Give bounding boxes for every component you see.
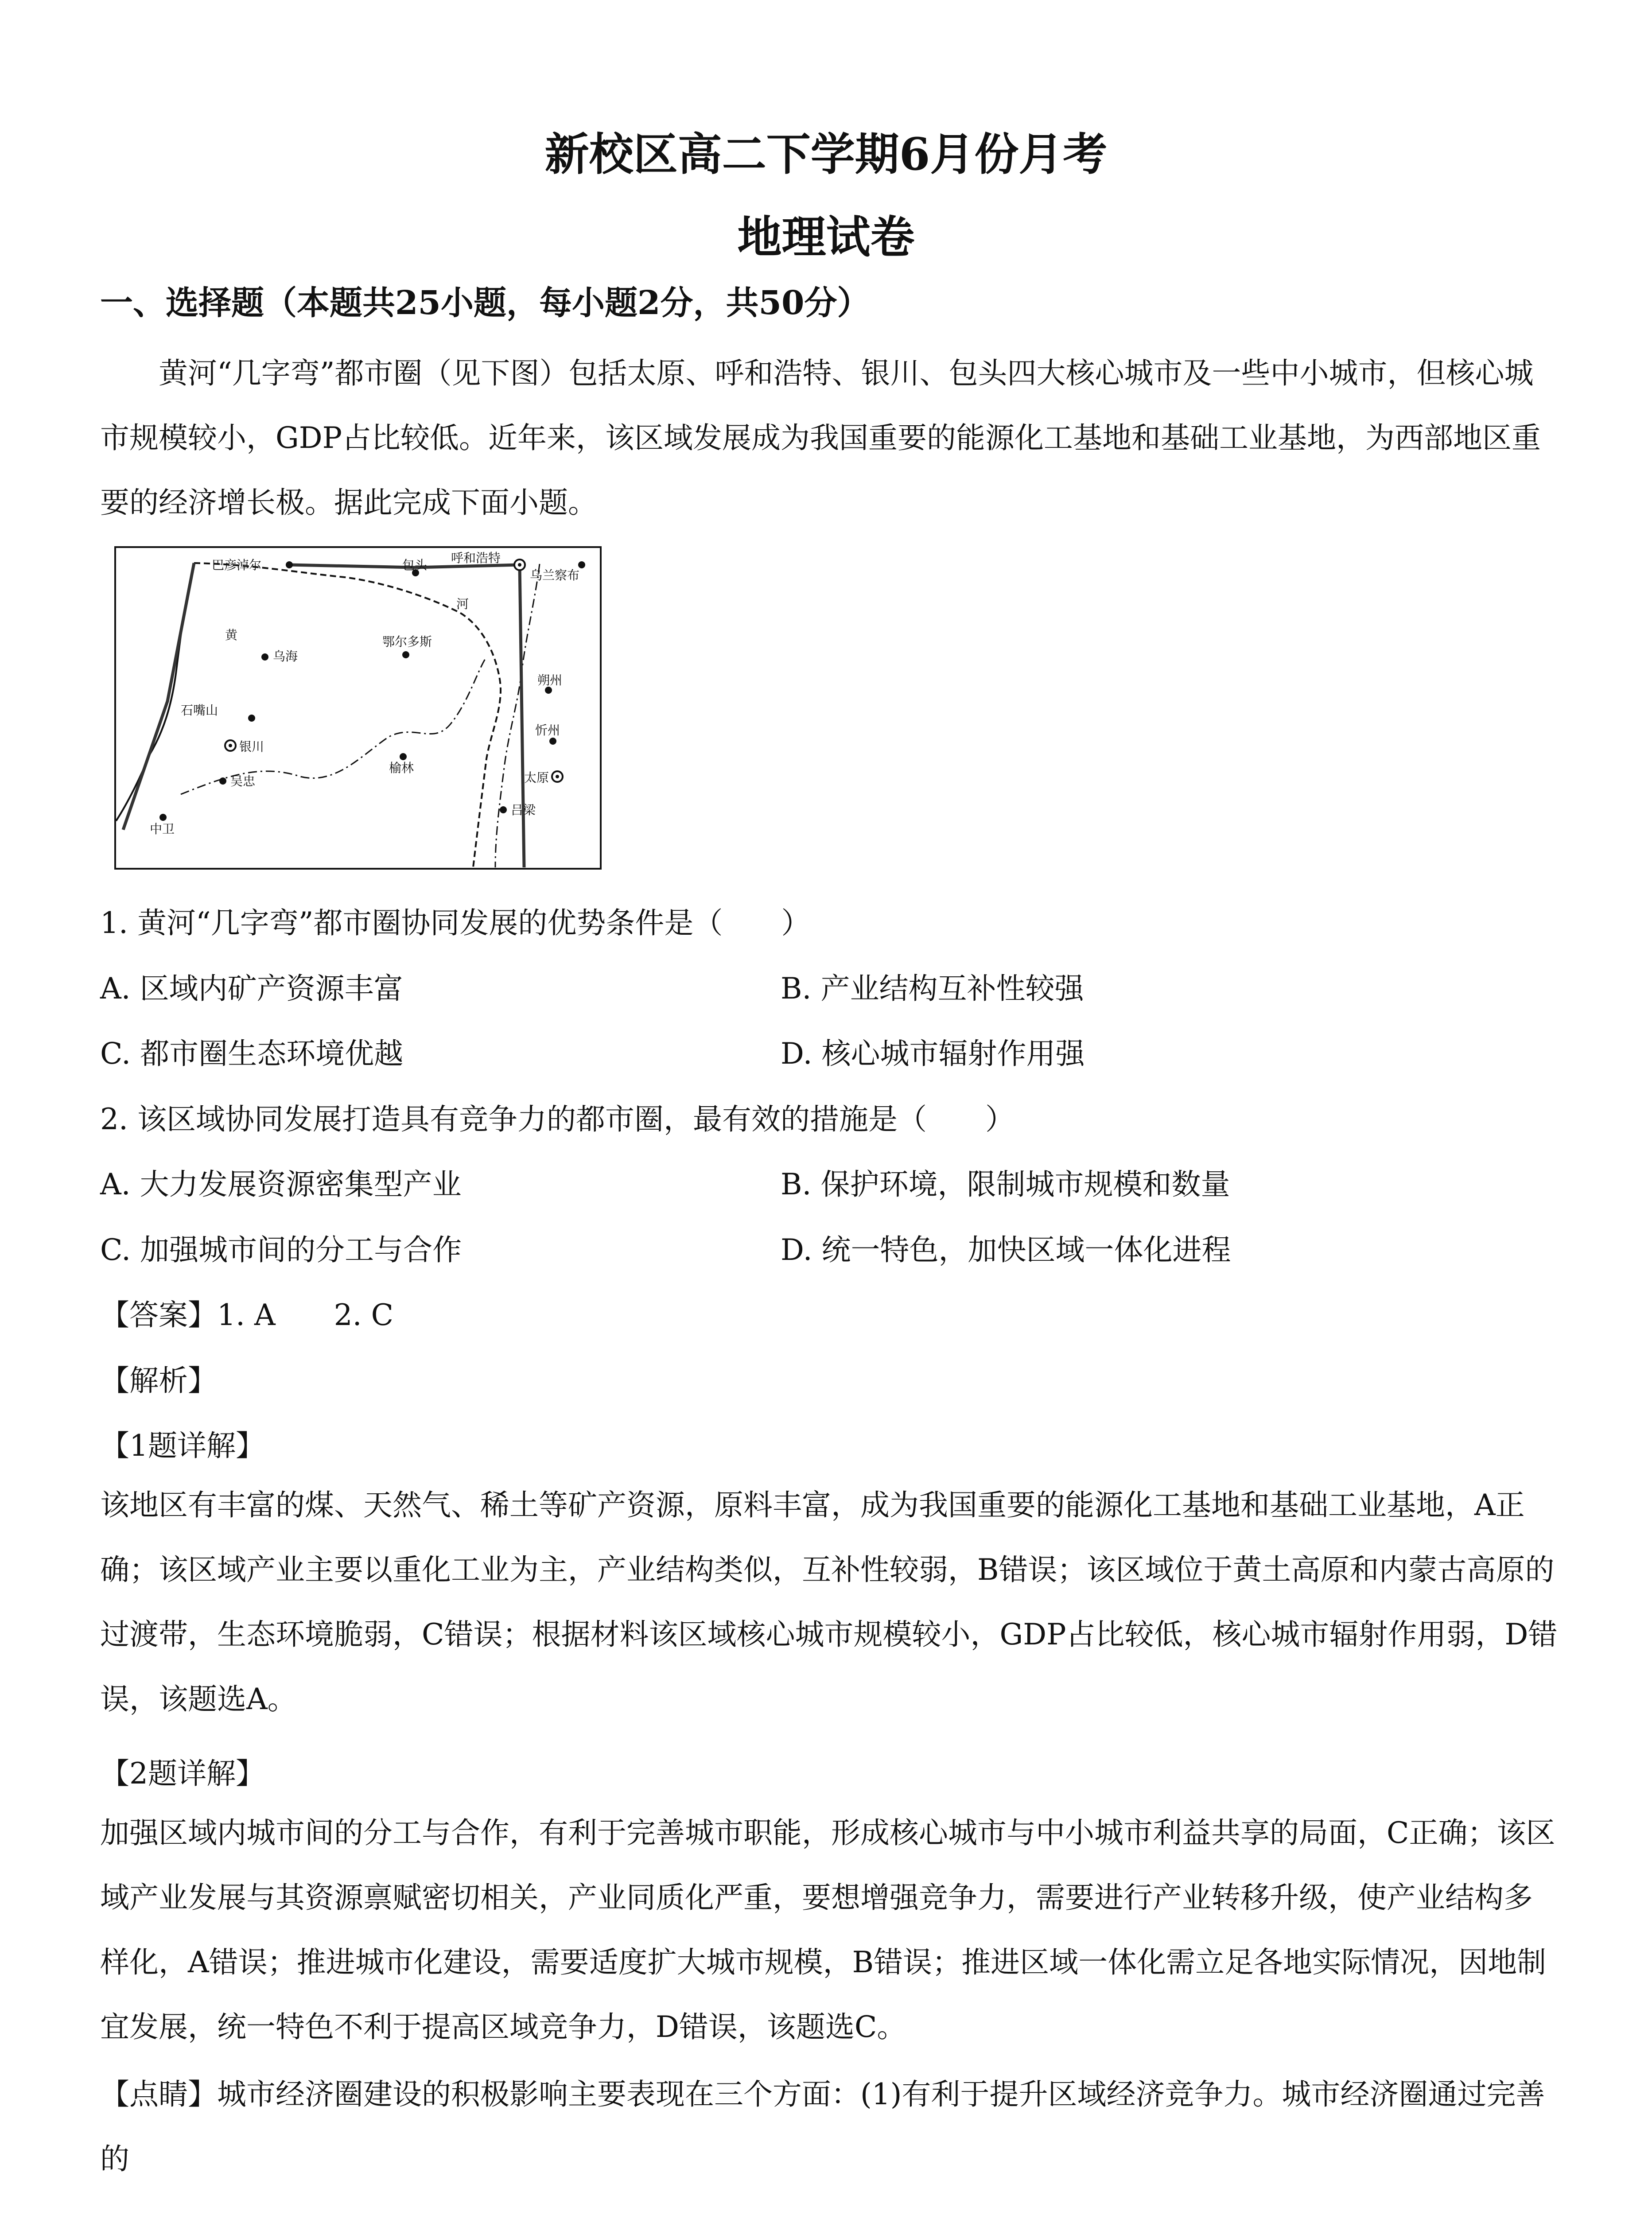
question-2-stem: 2. 该区域协同发展打造具有竞争力的都市圈，最有效的措施是（ ）: [100, 1102, 1015, 1136]
map-label-wuzhong: 吴忠: [230, 774, 256, 789]
question-2-option-c: C. 加强城市间的分工与合作: [100, 1233, 462, 1267]
map-label-yulin: 榆林: [389, 761, 414, 775]
section-heading: 一、选择题（本题共25小题，每小题2分，共50分）: [100, 284, 870, 322]
question-1-option-c: C. 都市圈生态环境优越: [100, 1037, 404, 1071]
question-2-option-d: D. 统一特色，加快区域一体化进程: [781, 1233, 1231, 1267]
detail-1-text: 该地区有丰富的煤、天然气、稀土等矿产资源，原料丰富，成为我国重要的能源化工基地和基础工业基地，A正确；该区域产业主要以重化工业为主，产业结构类似，互补性较弱，B错误；该区域位于黄土高原和内蒙古高原的过渡带，生态环境脆弱，C错误；根据材料该区域核心城市规模较小，GDP占比较低，核心城市辐射作用弱，D错误，该题选A。: [100, 1488, 1558, 1716]
map-label-zhongwei: 中卫: [150, 822, 175, 836]
analysis-heading: 【解析】: [100, 1364, 217, 1398]
map-label-lvliang: 吕梁: [511, 803, 536, 817]
map-label-ordos: 鄂尔多斯: [382, 634, 432, 649]
region-map: [114, 546, 602, 870]
map-label-bayannur: 巴彦淖尔: [212, 558, 262, 572]
map-label-taiyuan: 太原: [524, 770, 549, 785]
question-1-option-a: A. 区域内矿产资源丰富: [100, 971, 403, 1006]
exam-title: 新校区高二下学期6月份月考: [544, 128, 1108, 180]
map-label-yinchuan: 银川: [239, 739, 264, 754]
detail-2-text: 加强区域内城市间的分工与合作，有利于完善城市职能，形成核心城市与中小城市利益共享的局面，C正确；该区域产业发展与其资源禀赋密切相关，产业同质化严重，要想增强竞争力，需要进行产业转移升级，使产业结构多样化，A错误；推进城市化建设，需要适度扩大城市规模，B错误；推进区域一体化需立足各地实际情况，因地制宜发展，统一特色不利于提高区域竞争力，D错误，该题选C。: [100, 1816, 1555, 2044]
tip-text: 【点睛】城市经济圈建设的积极影响主要表现在三个方面：(1)有利于提升区域经济竞争力。城市经济圈通过完善的: [100, 2077, 1545, 2176]
question-1-stem: 1. 黄河“几字弯”都市圈协同发展的优势条件是（ ）: [100, 906, 811, 940]
exam-subtitle: 地理试卷: [737, 211, 915, 263]
map-label-shizuishan: 石嘴山: [181, 703, 218, 718]
map-label-huang: 黄: [225, 628, 238, 642]
map-label-xinzhou: 忻州: [535, 723, 560, 738]
question-2-option-b: B. 保护环境，限制城市规模和数量: [781, 1167, 1230, 1201]
question-2-option-a: A. 大力发展资源密集型产业: [100, 1167, 462, 1201]
map-label-shuozhou: 朔州: [537, 673, 563, 688]
intro-paragraph: 黄河“几字弯”都市圈（见下图）包括太原、呼和浩特、银川、包头四大核心城市及一些中小城市，但核心城市规模较小，GDP占比较低。近年来，该区域发展成为我国重要的能源化工基地和基础工业基地，为西部地区重要的经济增长极。据此完成下面小题。: [100, 356, 1541, 520]
question-1-option-b: B. 产业结构互补性较强: [781, 971, 1084, 1006]
map-label-wuhai: 乌海: [273, 649, 298, 664]
map-label-baotou: 包头: [402, 558, 428, 572]
question-1-option-d: D. 核心城市辐射作用强: [781, 1037, 1085, 1071]
answer-line: 【答案】1. A 2. C: [100, 1298, 394, 1332]
detail-2-heading: 【2题详解】: [100, 1756, 265, 1791]
map-label-hohhot: 呼和浩特: [451, 551, 501, 565]
map-label-ulanqab: 乌兰察布: [530, 568, 580, 583]
detail-1-heading: 【1题详解】: [100, 1429, 265, 1463]
map-label-he: 河: [456, 597, 469, 611]
